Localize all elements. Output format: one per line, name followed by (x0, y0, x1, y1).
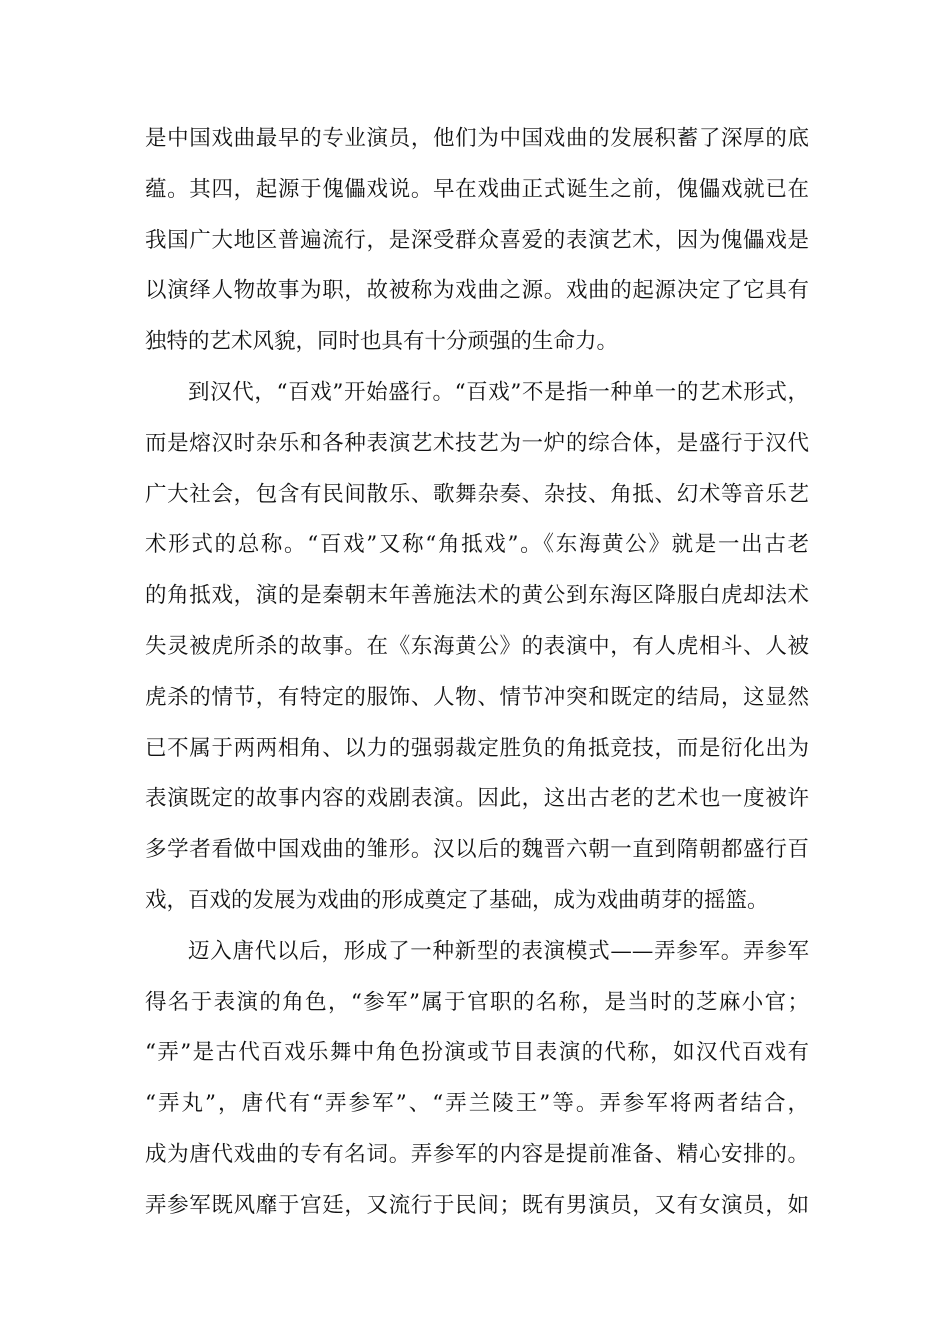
text-line: 失灵被虎所杀的故事。在《东海黄公》的表演中，有人虎相斗、人被 (145, 633, 809, 659)
text-line: 术形式的总称。“百戏”又称“角抵戏”。《东海黄公》就是一出古老 (145, 532, 809, 558)
text-line: 到汉代，“百戏”开始盛行。“百戏”不是指一种单一的艺术形式， (188, 379, 809, 405)
text-line: 成为唐代戏曲的专有名词。弄参军的内容是提前准备、精心安排的。 (145, 1141, 809, 1167)
text-line: 的角抵戏，演的是秦朝末年善施法术的黄公到东海区降服白虎却法术 (145, 583, 809, 609)
text-line: 已不属于两两相角、以力的强弱裁定胜负的角抵竞技，而是衍化出为 (145, 735, 809, 761)
text-line: 弄参军既风靡于宫廷，又流行于民间；既有男演员，又有女演员，如 (145, 1192, 809, 1218)
text-line: 是中国戏曲最早的专业演员，他们为中国戏曲的发展积蓄了深厚的底 (145, 126, 809, 151)
text-line: 表演既定的故事内容的戏剧表演。因此，这出古老的艺术也一度被许 (145, 786, 809, 812)
text-line: 戏，百戏的发展为戏曲的形成奠定了基础，成为戏曲萌芽的摇篮。 (145, 887, 769, 913)
text-line: 独特的艺术风貌，同时也具有十分顽强的生命力。 (145, 329, 619, 355)
text-line: 得名于表演的角色，“参军”属于官职的名称，是当时的芝麻小官； (145, 989, 809, 1015)
text-line: 迈入唐代以后，形成了一种新型的表演模式——弄参军。弄参军 (188, 938, 809, 964)
text-line: 虎杀的情节，有特定的服饰、人物、情节冲突和既定的结局，这显然 (145, 684, 809, 710)
text-line: 而是熔汉时杂乐和各种表演艺术技艺为一炉的综合体，是盛行于汉代 (145, 430, 809, 456)
text-line: 蕴。其四，起源于傀儡戏说。早在戏曲正式诞生之前，傀儡戏就已在 (145, 176, 809, 202)
text-line: 广大社会，包含有民间散乐、歌舞杂奏、杂技、角抵、幻术等音乐艺 (145, 481, 809, 507)
text-line: “弄丸”，唐代有“弄参军”、“弄兰陵王”等。弄参军将两者结合， (145, 1091, 809, 1117)
text-line: 多学者看做中国戏曲的雏形。汉以后的魏晋六朝一直到隋朝都盛行百 (145, 837, 809, 863)
text-line: “弄”是古代百戏乐舞中角色扮演或节目表演的代称，如汉代百戏有 (145, 1040, 809, 1066)
body-text (145, 114, 809, 1232)
text-line: 以演绎人物故事为职，故被称为戏曲之源。戏曲的起源决定了它具有 (145, 278, 809, 304)
text-line: 我国广大地区普遍流行，是深受群众喜爱的表演艺术，因为傀儡戏是 (145, 227, 809, 253)
